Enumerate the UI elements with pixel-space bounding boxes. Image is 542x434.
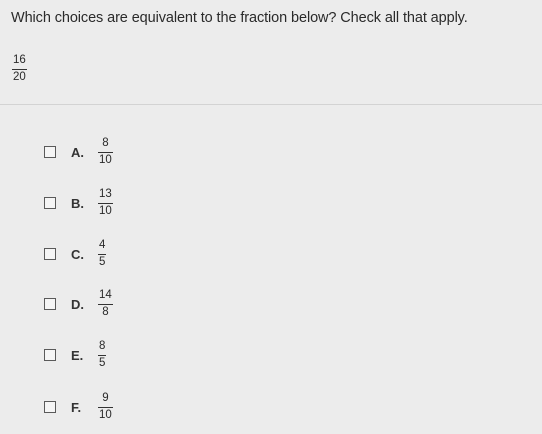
choice-b[interactable] — [44, 188, 113, 218]
choice-f[interactable] — [44, 392, 113, 422]
choice-e-letter: E. — [71, 347, 84, 363]
choice-d-fraction — [98, 290, 113, 318]
choice-b-numerator: 13 — [99, 188, 112, 200]
choice-c-letter: C. — [71, 246, 84, 262]
choice-b-denominator: 10 — [99, 204, 112, 217]
choice-b-fraction — [98, 189, 113, 217]
choice-d[interactable] — [44, 289, 113, 319]
given-fraction-denominator: 20 — [13, 70, 26, 83]
choice-f-checkbox[interactable] — [44, 401, 56, 413]
choice-a-numerator: 8 — [102, 137, 109, 149]
choice-e-numerator: 8 — [99, 340, 106, 352]
choice-c-numerator: 4 — [99, 239, 106, 251]
choice-d-letter: D. — [71, 296, 84, 312]
choice-d-denominator: 8 — [102, 305, 109, 318]
given-fraction-numerator: 16 — [13, 54, 26, 66]
choice-d-numerator: 14 — [99, 289, 112, 301]
divider — [0, 104, 542, 105]
question-text: Which choices are equivalent to the fraction below? Check all that apply. — [11, 10, 468, 26]
choice-a-letter: A. — [71, 144, 84, 160]
choice-f-denominator: 10 — [99, 408, 112, 421]
choice-f-fraction — [98, 393, 113, 421]
choice-b-letter: B. — [71, 195, 84, 211]
choice-e-fraction — [98, 341, 106, 369]
given-fraction — [12, 55, 27, 83]
choice-a[interactable] — [44, 137, 113, 167]
choice-e-checkbox[interactable] — [44, 349, 56, 361]
choice-c[interactable] — [44, 239, 106, 269]
choice-e[interactable] — [44, 340, 106, 370]
choice-a-fraction — [98, 138, 113, 166]
choice-c-denominator: 5 — [99, 255, 106, 268]
choice-d-checkbox[interactable] — [44, 298, 56, 310]
choice-b-checkbox[interactable] — [44, 197, 56, 209]
choice-c-checkbox[interactable] — [44, 248, 56, 260]
choice-f-letter: F. — [71, 399, 82, 415]
choice-f-numerator: 9 — [102, 392, 109, 404]
choice-a-denominator: 10 — [99, 153, 112, 166]
choice-e-denominator: 5 — [99, 356, 106, 369]
choice-a-checkbox[interactable] — [44, 146, 56, 158]
choice-c-fraction — [98, 240, 106, 268]
